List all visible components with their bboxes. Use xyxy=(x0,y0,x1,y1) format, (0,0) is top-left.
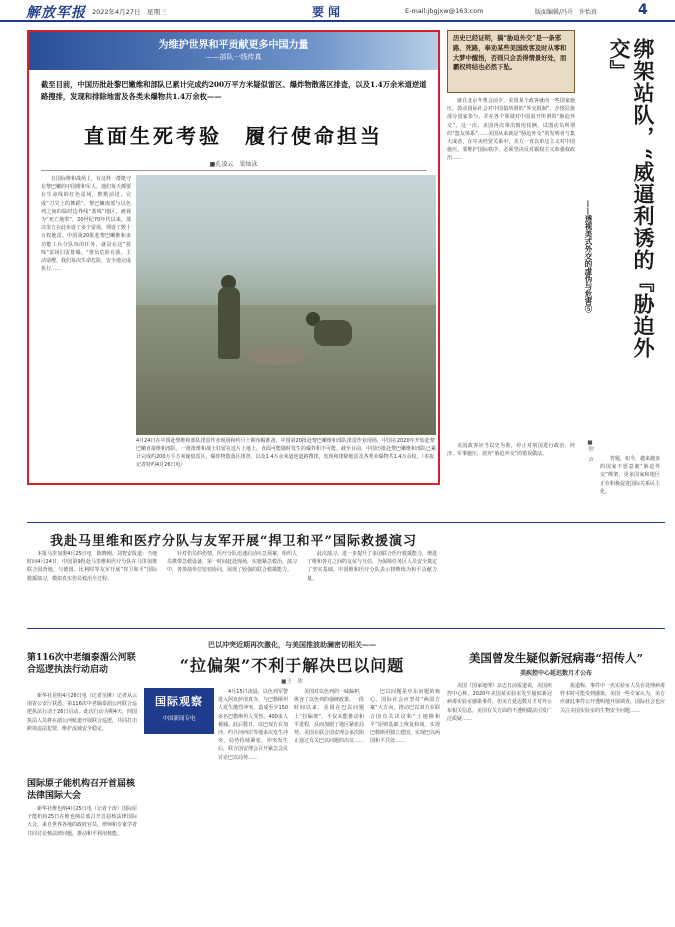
commentary-body: 巴以问题是中东问题的核心。国际社会应坚持“两国方案”大方向，推动巴以双方在联合国有关决议和“土地换和平”原则基础上恢复和谈，实现巴勒斯坦独立建国，实现巴以两国和平共处…… xyxy=(370,689,440,745)
photo-rock xyxy=(246,345,306,365)
lead-kicker: 为维护世界和平贡献更多中国力量 xyxy=(158,40,309,51)
page-number: 4 xyxy=(638,2,648,18)
feature-headline[interactable]: 绑架站队，“威逼利诱的『胁迫外交』 xyxy=(607,38,656,360)
divider xyxy=(27,522,665,523)
lead-body: 在国际维和战场上，有这样一群挺守在黎巴嫩的中国维和军人，他们每天都要在生命线的红色雷场，默默前进，完成“刀尖上的舞蹈”。黎巴嫩南部与以色列之间的临时边界线“蓝线”地区，被视为“死亡地带”，20世纪70年代以来，那以里方在此布设了多个雷场，埋设了数十万枚地雷。中国第20批赴黎巴嫩维和多功能工兵分队每的任务，就是在这“蓝线”雷场扫雷排爆。“排负危险有我，主动请缨。我们每次生命危险，安全地完成执行…… xyxy=(41,176,131,273)
article-body: 此次演习，进一步提升了多国联合医疗救援能力，增进了维和各方之间的友谊与互信，为保障任务区人员安全奠定了坚实基础。中国维和医疗分队表示将继续为和平贡献力量。 xyxy=(307,551,437,582)
commentary-kicker: 巴以冲突近期再次激化，与美国推波助澜密切相关—— xyxy=(208,641,376,649)
divider xyxy=(41,170,427,171)
article-subtitle: 美疾控中心延迟数月才公布 xyxy=(519,670,592,677)
article-body: 本报马里加奥4月25日电 陈晓刚、刘智安报道：当地时间4月24日，中国第9批赴马里维和医疗分队在马里加奥联合国营地，与德国、比利时等友军开展“捍卫和平”国际救援演习，模拟真实伤员救治全过程。 xyxy=(27,551,157,582)
article-headline[interactable]: 第116次中老缅泰湄公河联合巡逻执法行动启动 xyxy=(27,653,136,675)
lead-story xyxy=(27,30,440,485)
sidebar-quote-box xyxy=(447,30,575,93)
column-logo xyxy=(144,688,214,734)
article-headline[interactable]: 我赴马里维和医疗分队与友军开展“捍卫和平”国际救援演习 xyxy=(50,534,417,549)
photo-ground xyxy=(136,305,436,435)
contact-email[interactable]: E-mail:jbgjxw@163.com xyxy=(405,7,484,15)
issue-date: 2022年4月27日 星期三 xyxy=(92,8,167,16)
lead-photo xyxy=(136,175,436,435)
photo-soldier xyxy=(314,320,352,346)
article-body: 美国《国家地理》杂志日前报道说，美国疾控中心称，2020年美国某实验室发生疑似新冠病毒实验室感染事件，但美方延迟数月才对外公布相关信息。美国有关方面的不透明做法引发广泛质疑…… xyxy=(447,683,552,722)
photo-soldier xyxy=(218,287,240,359)
article-headline[interactable]: 国际原子能机构召开首届核法律国际大会 xyxy=(27,779,136,801)
commentary-byline: ■王 欣 xyxy=(281,679,303,685)
lead-deck: 截至目前，中国历批赴黎巴嫩维和部队已累计完成约200万平方米疑似雷区、爆炸物散落区排査，以及1.4万余米道逆道路搜排，发现和排除地雷及各类未爆物共1.4万余枚—— xyxy=(41,80,427,101)
sidebar-body: 就在北京冬奥会前夕，美国某个政客就向一些国家施压，鼓动国际社会对中国搞所谓的“外交抵制”，企图拉拢部分国家参与，并在各个领域对中国展开所谓的“胁迫外交”。这一次，美国再次拿出惯用伎俩，试图动员所谓的“盟友体系”……美国从来就是“胁迫外交”的发明者与集大成者，在中美经贸关系中，美方一直以单边主义对中国施压。要维护国际秩序，必须坚决反对霸权主义和强权政治…… xyxy=(447,98,575,162)
sidebar-quote: 历史已经证明，搞“胁迫外交”是一条邪路、死路，奉劝某些美国政客及时从零和大梦中醒悟，否则只会丢得情景好处，而霸权终结也必然下坠。 xyxy=(453,35,567,72)
column-logo-title: 国际观察 xyxy=(155,695,203,708)
column-logo-sub: 中国新闻专电 xyxy=(162,716,196,722)
feature-subtitle: ——透视美式外交的虚伪与危害⑤ xyxy=(584,200,593,313)
commentary-body: 美国对以色列的一味偏袒，纵容了以色列的强硬政策。一段时间以来，美国在巴以问题上“拉偏架”，不仅未能推动和平进程，反而加剧了地区紧张局势。美国在联合国安理会多次阻止通过有关巴以问题的决议…… xyxy=(294,689,364,745)
article-body: 报道称，事件中一名实验室人员在处理病毒样本时可能受到感染。美国一些专家认为，美方应就此事件公开透明地开展调查，国际社会也应关注美国实验室的生物安全问题…… xyxy=(560,683,665,714)
article-headline[interactable]: 美国曾发生疑似新冠病毒“招传人” xyxy=(468,651,644,665)
commentary-headline[interactable]: “拉偏架”不利于解决巴以问题 xyxy=(179,656,405,675)
newspaper-logo: 解放军报 xyxy=(26,5,86,21)
page-editors: 版面编辑/冯升 许怡真 xyxy=(535,9,598,16)
divider xyxy=(27,628,665,629)
lead-banner xyxy=(29,32,438,70)
article-body: 新华社昆明4月26日电（记者吴锤）记者从云南省公安厅获悉，第116次中老缅泰湄公河联合巡逻执法行动于26日启动。此次行动为期4天，四国执法人员将在湄公河航道开展联合巡逻，共同打击跨境违法犯罪，维护流域安全稳定。 xyxy=(27,693,137,732)
article-body: 新华社维也纳4月25日电（记者于涛）国际原子能机构25日在维也纳总部召开首届核法律国际大会。来自世界各地的政府官员、律师和专家学者共同讨论核法律问题，推动和平利用核能。 xyxy=(27,806,137,837)
sidebar-body-bottom: 美国政客应当以史为鉴，停止对别国进行政治、经济、军事施压，放弃“胁迫外交”的错误做法。 xyxy=(447,443,575,458)
section-title: 要闻 xyxy=(312,5,345,19)
commentary-body: 4月15日凌晨，以色列军警进入阿克萨清真寺，与巴勒斯坦人发生激烈冲突，造成至少150多名巴勒斯坦人受伤，400多人被捕。此后数日，以巴双方在加沙、约旦河西岸等地多次发生冲突，局势持续紧张。冲突发生后，联合国安理会召开紧急会议讨论巴以局势…… xyxy=(218,689,288,761)
photo-caption: 4月24日在中国赴黎维和部队排雷作业现场和约旦十期布帽准备，中国第20批赴黎巴嫩维和部队排雷作业现场，中国在2020年开始赴黎巴嫩直接维和部队，一批批维和战士驻留在这片土地上，直面可能随时发生的爆炸和不可能。截至目前，中国历批赴黎巴嫩维和部队已累计完成约200万平方米疑似雷区，爆炸物散落区排查，以及1.4万余米道逆道路搜排，发现和排除地雷及各类未爆物共1.4万余枚。（本报记者特约4月26日电） xyxy=(136,438,437,468)
feature-body: 答题，如今，越来越多的国家不愿意被“胁迫外交”绑架，更多国家和地区正在积极促进国际关系民主化。 xyxy=(600,456,660,495)
masthead xyxy=(0,0,675,22)
article-body: 针对伤员的伤情，医疗分队迅速启动应急预案，组织人员携带急救设备，第一时间赶赴现场，实施紧急救治。演习中，各参演单位密切协同，展现了较强的联合救援能力。 xyxy=(167,551,297,574)
lead-headline[interactable]: 直面生死考验 履行使命担当 xyxy=(84,124,383,148)
feature-author: ■钟 声 xyxy=(587,440,593,463)
lead-kicker-sub: ——部队一线传真 xyxy=(205,53,262,61)
lead-byline: ■孔凌云 梁灿泳 xyxy=(209,161,258,168)
